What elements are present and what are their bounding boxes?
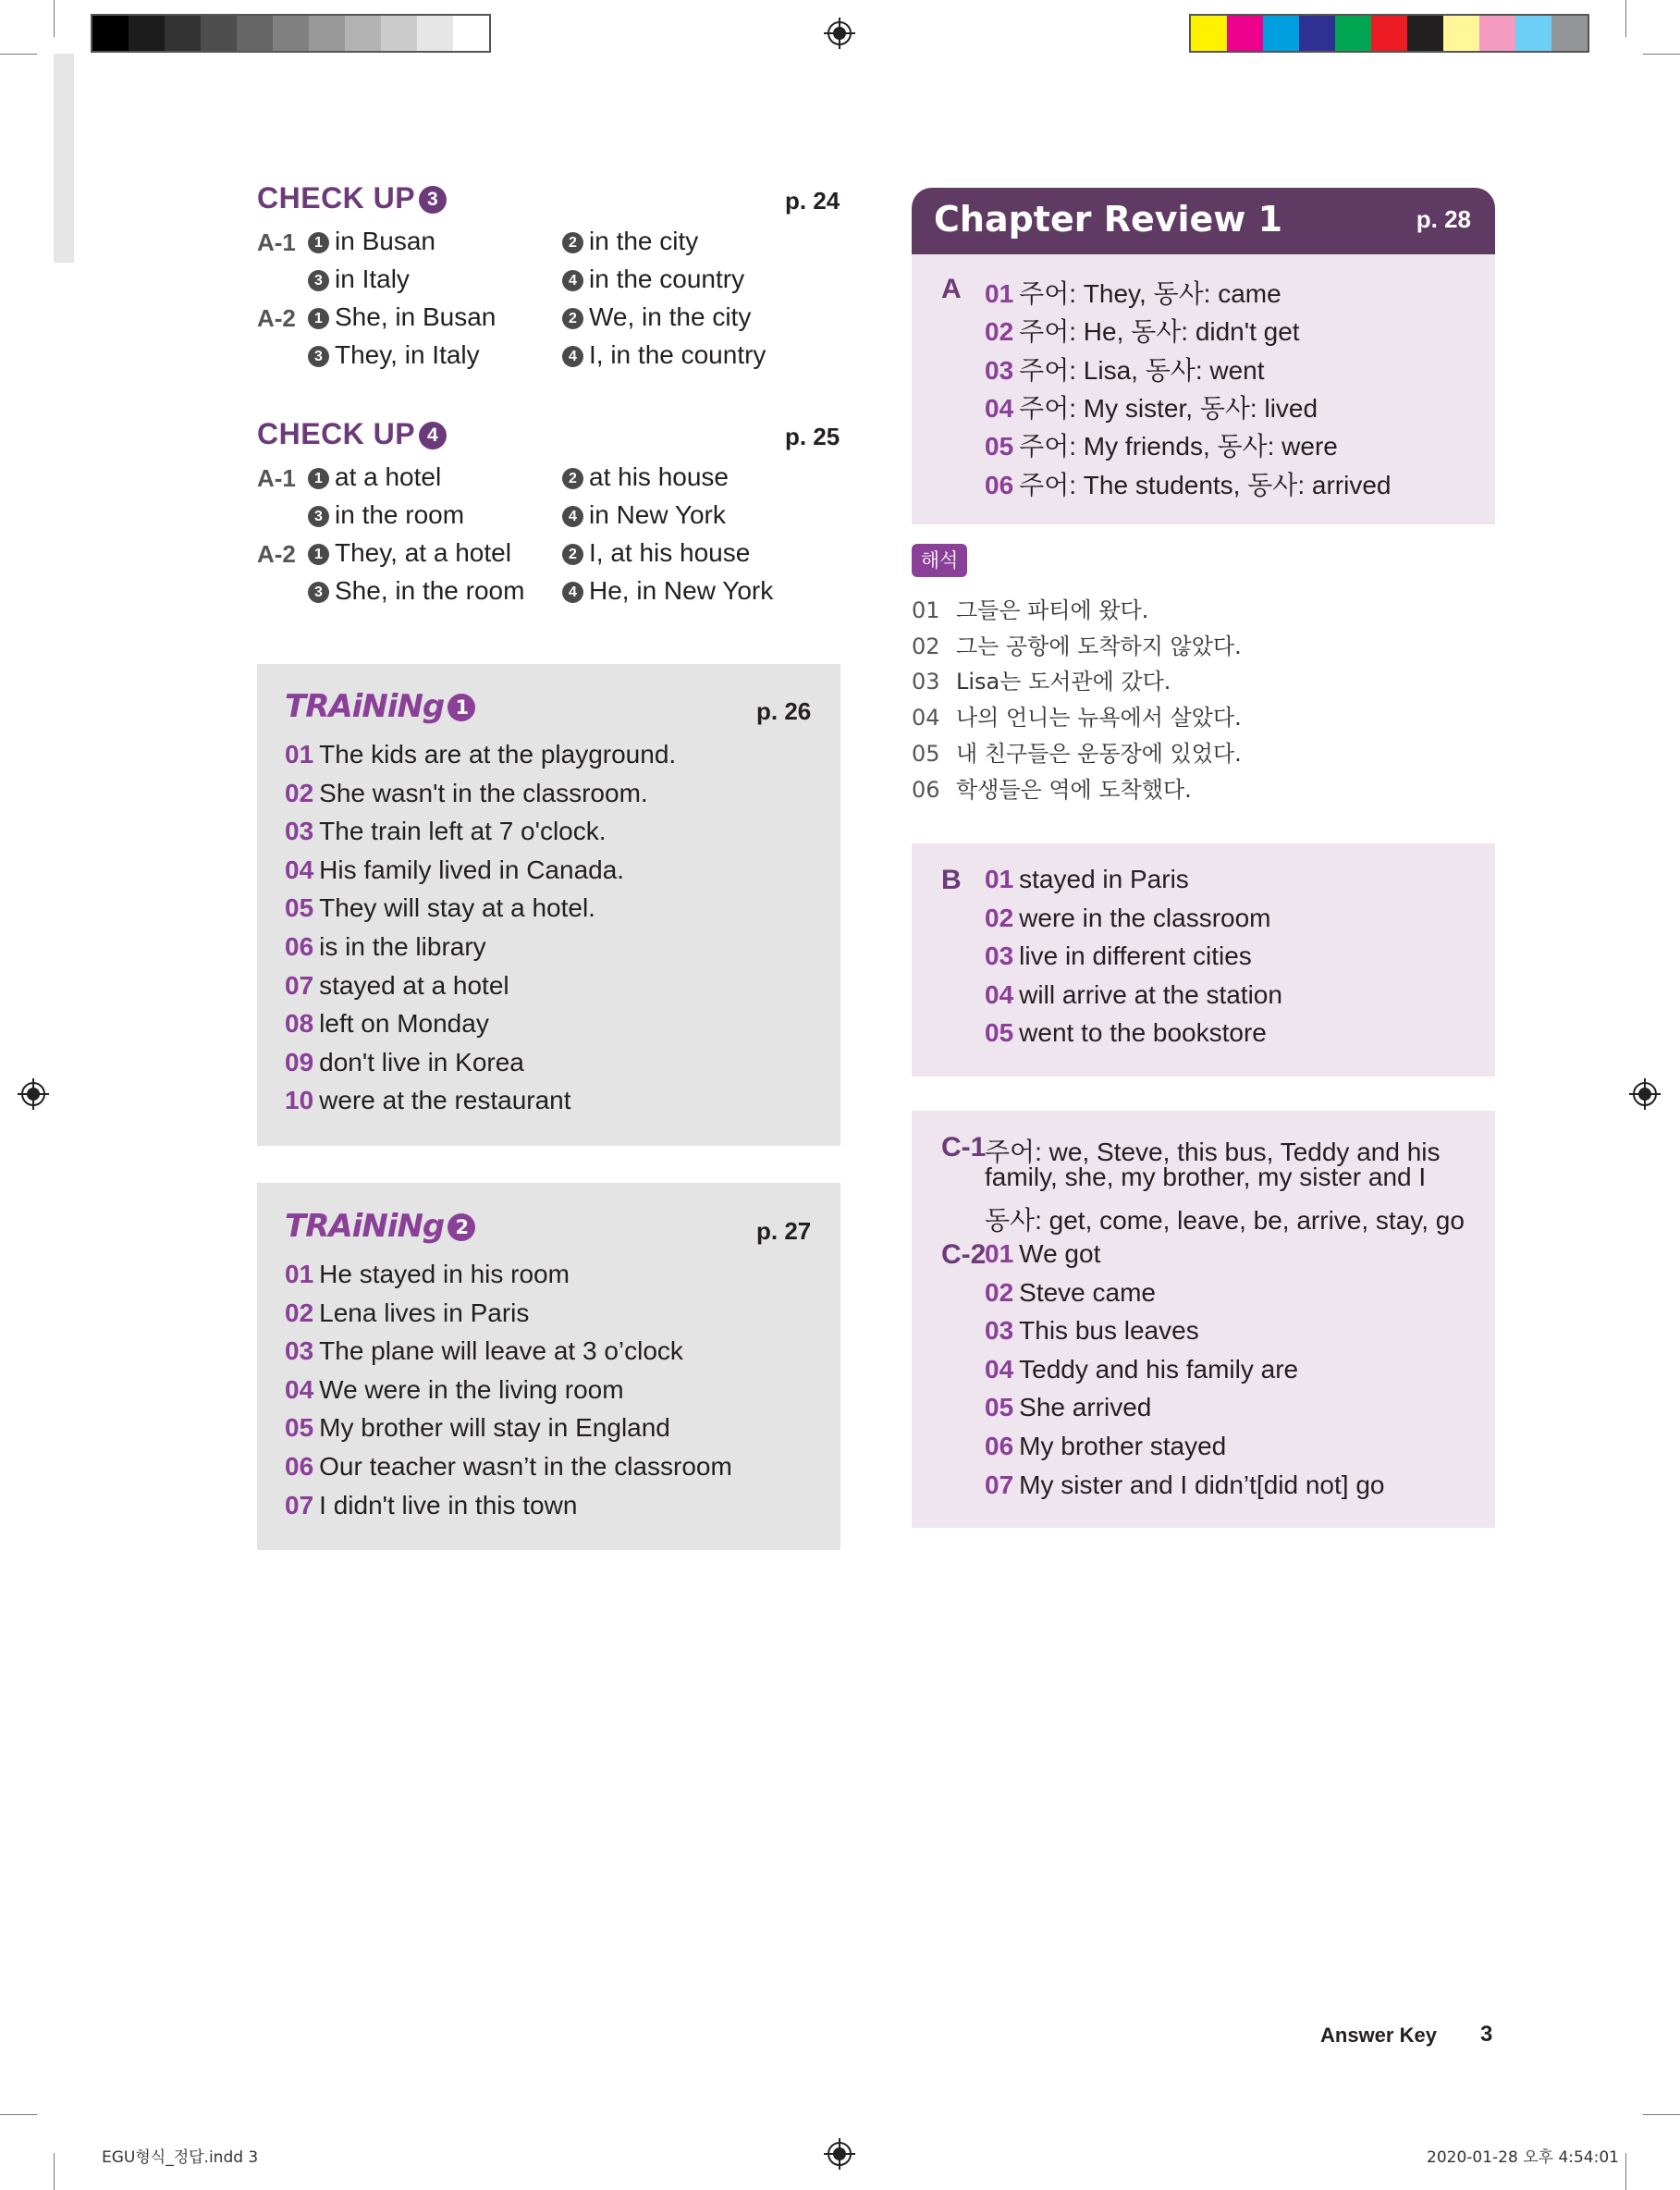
translation-item bbox=[912, 699, 1242, 732]
footer-label: Answer Key bbox=[1320, 2024, 1437, 2047]
answer-cell bbox=[562, 538, 750, 568]
item-number: 09 bbox=[285, 1047, 314, 1077]
review-item bbox=[985, 1316, 1199, 1346]
item-number: 05 bbox=[985, 1018, 1014, 1048]
gray-swatch-strip bbox=[91, 14, 491, 53]
training-item bbox=[285, 855, 624, 885]
item-number: 01 bbox=[985, 1239, 1014, 1268]
item-text: 주어: The students, 동사: arrived bbox=[1019, 470, 1392, 499]
answer-text: at his house bbox=[589, 462, 729, 491]
training-item bbox=[285, 932, 486, 962]
item-text: stayed in Paris bbox=[1019, 865, 1189, 893]
item-text: were at the restaurant bbox=[319, 1086, 571, 1115]
translation-tag: 해석 bbox=[912, 544, 967, 577]
checkup-4-title: CHECK UP 4 bbox=[257, 417, 447, 451]
color-swatch bbox=[129, 16, 165, 51]
checkup-4-page: p. 25 bbox=[785, 423, 840, 450]
trim-mark bbox=[54, 2153, 55, 2190]
answer-cell bbox=[308, 576, 524, 606]
training-item bbox=[285, 1260, 570, 1289]
item-text: Lena lives in Paris bbox=[319, 1298, 530, 1327]
item-number: 04 bbox=[985, 393, 1014, 423]
item-number: 03 bbox=[985, 941, 1014, 971]
item-text: Our teacher wasn’t in the classroom bbox=[319, 1452, 732, 1481]
answer-cell bbox=[562, 265, 744, 294]
color-swatch bbox=[417, 16, 453, 51]
answer-text: They, at a hotel bbox=[335, 538, 511, 567]
translation-item bbox=[912, 663, 1171, 695]
review-item bbox=[985, 865, 1189, 894]
item-text: This bus leaves bbox=[1019, 1316, 1199, 1346]
item-number: 05 bbox=[985, 1393, 1014, 1422]
circled-number: 3 bbox=[308, 270, 329, 291]
circled-number: 4 bbox=[562, 346, 583, 367]
answer-cell bbox=[562, 302, 751, 332]
review-item bbox=[985, 351, 1265, 388]
color-swatch bbox=[381, 16, 417, 51]
item-text: 내 친구들은 운동장에 있었다. bbox=[956, 740, 1242, 767]
answer-cell bbox=[308, 265, 410, 294]
review-item bbox=[985, 1432, 1226, 1461]
color-swatch bbox=[1227, 16, 1263, 51]
review-item bbox=[985, 1278, 1156, 1308]
item-text: were in the classroom bbox=[1019, 903, 1271, 932]
color-swatch bbox=[273, 16, 309, 51]
circled-number: 3 bbox=[308, 582, 329, 603]
item-number: 06 bbox=[912, 776, 940, 803]
color-swatch bbox=[165, 16, 201, 51]
color-swatch bbox=[309, 16, 345, 51]
item-text: is in the library bbox=[319, 932, 486, 961]
item-number: 07 bbox=[285, 1490, 314, 1519]
training-1-page: p. 26 bbox=[756, 697, 812, 725]
color-swatch-strip bbox=[1189, 14, 1589, 53]
chapter-review-title: Chapter Review 1 bbox=[934, 199, 1283, 240]
item-number: 02 bbox=[285, 1298, 314, 1327]
item-text: The train left at 7 o'clock. bbox=[319, 817, 607, 846]
registration-mark-icon bbox=[824, 2138, 855, 2170]
item-text: 주어: They, 동사: came bbox=[1019, 279, 1281, 308]
item-text: My brother stayed bbox=[1019, 1432, 1227, 1460]
circled-number: 2 bbox=[562, 468, 583, 489]
item-number: 06 bbox=[285, 932, 314, 961]
item-number: 04 bbox=[985, 979, 1014, 1009]
item-number: 07 bbox=[985, 1470, 1014, 1499]
answer-cell bbox=[562, 340, 766, 370]
answer-text: in the city bbox=[589, 227, 699, 255]
item-number: 02 bbox=[985, 317, 1014, 347]
translation-item bbox=[912, 592, 1148, 624]
review-item bbox=[985, 465, 1392, 502]
translation-item bbox=[912, 628, 1242, 660]
item-text: left on Monday bbox=[319, 1009, 489, 1039]
training-2-title: TRAiNiNg 2 bbox=[285, 1208, 475, 1245]
item-number: 04 bbox=[912, 705, 940, 732]
item-number: 06 bbox=[985, 470, 1014, 499]
item-text: The plane will leave at 3 o’clock bbox=[319, 1336, 683, 1366]
training-item bbox=[285, 1048, 524, 1077]
item-number: 03 bbox=[985, 355, 1014, 385]
item-text: We got bbox=[1019, 1239, 1101, 1268]
review-item bbox=[985, 388, 1318, 425]
item-text: He stayed in his room bbox=[319, 1260, 570, 1288]
item-number: 05 bbox=[285, 893, 314, 923]
review-item bbox=[985, 941, 1252, 971]
training-item bbox=[285, 1413, 670, 1443]
color-swatch bbox=[92, 16, 129, 51]
trim-mark bbox=[0, 54, 37, 55]
training-item bbox=[285, 1375, 624, 1405]
item-text: She wasn't in the classroom. bbox=[319, 778, 648, 807]
circled-number: 4 bbox=[562, 582, 583, 603]
circled-number: 2 bbox=[562, 544, 583, 565]
answer-cell bbox=[308, 462, 441, 492]
item-text: don't live in Korea bbox=[319, 1047, 524, 1077]
review-item bbox=[985, 426, 1338, 463]
answer-text: at a hotel bbox=[335, 462, 442, 491]
trim-mark bbox=[1625, 2153, 1626, 2190]
item-number: 03 bbox=[285, 817, 314, 846]
color-swatch bbox=[1479, 16, 1515, 51]
registration-mark-icon bbox=[824, 18, 855, 49]
color-swatch bbox=[1335, 16, 1371, 51]
answer-cell bbox=[562, 576, 773, 606]
circled-number: 1 bbox=[308, 468, 329, 489]
item-text: 주어: My friends, 동사: were bbox=[1019, 432, 1338, 461]
circled-number: 4 bbox=[562, 270, 583, 291]
training-item bbox=[285, 1491, 577, 1520]
answer-label: A-2 bbox=[257, 540, 296, 568]
training-2-page: p. 27 bbox=[756, 1217, 812, 1245]
answer-cell bbox=[562, 227, 698, 256]
item-number: 01 bbox=[985, 279, 1014, 308]
item-number: 03 bbox=[985, 1316, 1014, 1346]
item-text: His family lived in Canada. bbox=[319, 855, 625, 884]
answer-text: in New York bbox=[589, 500, 726, 529]
training-item bbox=[285, 740, 676, 769]
review-item bbox=[985, 980, 1282, 1010]
item-number: 10 bbox=[285, 1086, 314, 1115]
answer-cell bbox=[562, 462, 729, 492]
review-a-letter: A bbox=[941, 274, 962, 304]
training-item bbox=[285, 893, 595, 923]
circled-number: 2 bbox=[562, 308, 583, 329]
item-number: 01 bbox=[985, 865, 1014, 893]
training-1-title: TRAiNiNg 1 bbox=[285, 688, 475, 725]
item-text: They will stay at a hotel. bbox=[319, 893, 595, 923]
answer-text: She, in Busan bbox=[335, 302, 497, 331]
color-swatch bbox=[201, 16, 237, 51]
item-text: live in different cities bbox=[1019, 941, 1252, 971]
checkup-3-title: CHECK UP 3 bbox=[257, 181, 447, 215]
item-number: 03 bbox=[912, 669, 940, 695]
chapter-review-header bbox=[912, 188, 1495, 254]
item-number: 02 bbox=[285, 778, 314, 807]
item-number: 06 bbox=[285, 1452, 314, 1481]
answer-label: A-1 bbox=[257, 464, 296, 492]
item-text: will arrive at the station bbox=[1019, 979, 1282, 1009]
side-strip bbox=[54, 54, 74, 263]
color-swatch bbox=[1191, 16, 1227, 51]
training-item bbox=[285, 817, 607, 846]
answer-cell bbox=[308, 538, 511, 568]
trim-mark bbox=[54, 0, 55, 37]
item-number: 03 bbox=[285, 1336, 314, 1366]
slug-filename: EGU형식_정답.indd 3 bbox=[102, 2148, 259, 2167]
item-text: 나의 언니는 뉴욕에서 살았다. bbox=[956, 705, 1242, 732]
registration-mark-icon bbox=[18, 1078, 49, 1110]
item-text: The kids are at the playground. bbox=[319, 740, 677, 769]
review-c1-label: C-1 bbox=[941, 1132, 987, 1163]
trim-mark bbox=[1643, 2114, 1680, 2115]
color-swatch bbox=[1515, 16, 1551, 51]
item-text: I didn't live in this town bbox=[319, 1490, 578, 1519]
review-item bbox=[985, 1393, 1151, 1422]
item-number: 04 bbox=[985, 1354, 1014, 1384]
color-swatch bbox=[1551, 16, 1588, 51]
answer-text: in the room bbox=[335, 500, 465, 529]
answer-text: I, in the country bbox=[589, 340, 766, 369]
training-item bbox=[285, 1009, 489, 1039]
item-number: 04 bbox=[285, 1374, 314, 1404]
item-number: 02 bbox=[985, 1277, 1014, 1307]
circled-number: 2 bbox=[562, 232, 583, 253]
training-item bbox=[285, 1086, 571, 1115]
item-text: Steve came bbox=[1019, 1277, 1157, 1307]
color-swatch bbox=[237, 16, 273, 51]
circled-number: 4 bbox=[562, 506, 583, 527]
answer-text: I, at his house bbox=[589, 538, 751, 567]
item-text: 주어: My sister, 동사: lived bbox=[1019, 393, 1318, 423]
answer-label: A-2 bbox=[257, 304, 296, 332]
training-item bbox=[285, 971, 509, 1001]
review-item bbox=[985, 312, 1300, 349]
translation-item bbox=[912, 735, 1242, 768]
item-number: 05 bbox=[985, 432, 1014, 461]
item-text: 그들은 파티에 왔다. bbox=[956, 597, 1149, 623]
item-text: 주어: Lisa, 동사: went bbox=[1019, 355, 1265, 385]
item-text: She arrived bbox=[1019, 1393, 1152, 1422]
chapter-review-page: p. 28 bbox=[1416, 205, 1471, 233]
review-item bbox=[985, 904, 1271, 933]
review-item bbox=[985, 1018, 1267, 1048]
item-number: 07 bbox=[285, 970, 314, 1000]
color-swatch bbox=[1299, 16, 1335, 51]
answer-text: She, in the room bbox=[335, 576, 525, 605]
training-item bbox=[285, 1452, 732, 1482]
answer-cell bbox=[308, 500, 464, 530]
color-swatch bbox=[1443, 16, 1479, 51]
color-swatch bbox=[1263, 16, 1299, 51]
item-text: Teddy and his family are bbox=[1019, 1354, 1299, 1384]
item-number: 01 bbox=[285, 1260, 314, 1288]
trim-mark bbox=[0, 2114, 37, 2115]
circled-number: 1 bbox=[308, 308, 329, 329]
trim-mark bbox=[1625, 0, 1626, 37]
item-number: 05 bbox=[285, 1413, 314, 1443]
review-item bbox=[985, 1239, 1100, 1269]
color-swatch bbox=[1371, 16, 1407, 51]
answer-text: in Busan bbox=[335, 227, 435, 255]
item-text: My sister and I didn’t[did not] go bbox=[1019, 1470, 1385, 1499]
circled-number: 1 bbox=[308, 544, 329, 565]
answer-cell bbox=[562, 500, 726, 530]
answer-label: A-1 bbox=[257, 228, 296, 256]
item-text: My brother will stay in England bbox=[319, 1413, 670, 1443]
item-number: 01 bbox=[912, 597, 940, 623]
answer-cell bbox=[308, 340, 480, 370]
review-b-letter: B bbox=[941, 865, 962, 895]
item-number: 04 bbox=[285, 855, 314, 884]
item-number: 02 bbox=[912, 633, 940, 659]
answer-cell bbox=[308, 302, 496, 332]
checkup-3-page: p. 24 bbox=[785, 187, 840, 215]
circled-number: 3 bbox=[308, 506, 329, 527]
review-item bbox=[985, 1355, 1298, 1384]
page-number: 3 bbox=[1480, 2022, 1493, 2047]
trim-mark bbox=[1643, 54, 1680, 55]
item-number: 01 bbox=[285, 740, 314, 769]
translation-item bbox=[912, 771, 1192, 804]
item-text: went to the bookstore bbox=[1019, 1018, 1267, 1048]
item-text: 학생들은 역에 도착했다. bbox=[956, 776, 1192, 803]
item-number: 06 bbox=[985, 1432, 1014, 1460]
color-swatch bbox=[345, 16, 381, 51]
item-text: Lisa는 도서관에 갔다. bbox=[956, 669, 1171, 695]
review-c2-label: C-2 bbox=[941, 1239, 987, 1270]
review-c1-line: family, she, my brother, my sister and I bbox=[985, 1163, 1427, 1191]
answer-text: We, in the city bbox=[589, 302, 752, 331]
item-number: 05 bbox=[912, 740, 940, 767]
training-item bbox=[285, 1298, 529, 1328]
training-item bbox=[285, 1336, 683, 1366]
circled-number: 3 bbox=[308, 346, 329, 367]
color-swatch bbox=[1407, 16, 1443, 51]
circled-number: 1 bbox=[308, 232, 329, 253]
review-item bbox=[985, 1470, 1384, 1500]
answer-cell bbox=[308, 227, 435, 256]
item-text: 주어: He, 동사: didn't get bbox=[1019, 317, 1300, 347]
answer-text: in the country bbox=[589, 265, 745, 293]
slug-timestamp: 2020-01-28 오후 4:54:01 bbox=[1427, 2148, 1619, 2167]
item-text: 그는 공항에 도착하지 않았다. bbox=[956, 633, 1242, 659]
item-number: 08 bbox=[285, 1009, 314, 1039]
color-swatch bbox=[453, 16, 489, 51]
answer-text: in Italy bbox=[335, 265, 410, 293]
training-item bbox=[285, 779, 648, 808]
registration-mark-icon bbox=[1629, 1078, 1661, 1110]
review-c1-line: 주어: we, Steve, this bus, Teddy and his bbox=[985, 1138, 1441, 1166]
item-text: We were in the living room bbox=[319, 1374, 624, 1404]
item-text: stayed at a hotel bbox=[319, 970, 509, 1000]
review-item bbox=[985, 274, 1281, 311]
answer-text: He, in New York bbox=[589, 576, 774, 605]
item-number: 02 bbox=[985, 903, 1014, 932]
answer-text: They, in Italy bbox=[335, 340, 480, 369]
review-c1-line: 동사: get, come, leave, be, arrive, stay, go bbox=[985, 1206, 1465, 1235]
